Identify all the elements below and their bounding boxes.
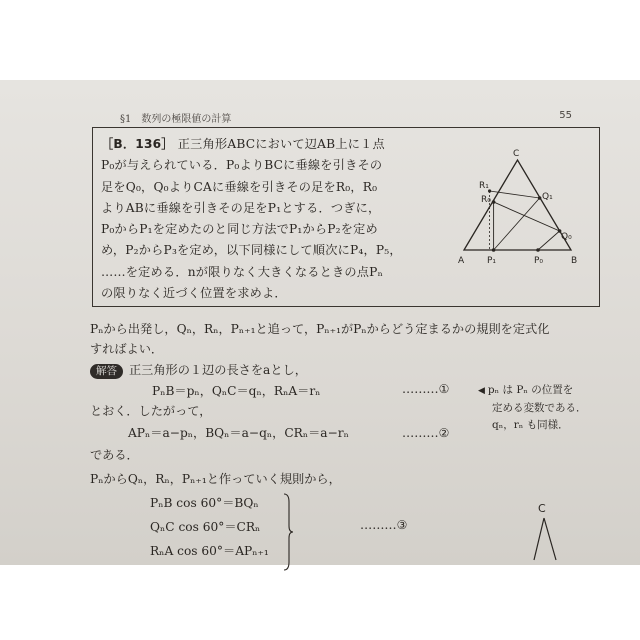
problem-box (92, 127, 600, 307)
label-q1: Q₁ (542, 192, 553, 202)
intro-line-1: Pₙから出発し，Qₙ，Rₙ，Pₙ₊₁と追って，Pₙ₊₁がPₙからどう定まるかの規則を定式化 (90, 322, 550, 336)
point-r0 (492, 200, 496, 204)
equation-1: PₙB＝pₙ，QₙC＝qₙ，RₙA＝rₙ (152, 384, 321, 398)
point-p1 (492, 248, 496, 252)
triangle-abc (464, 160, 571, 250)
next-figure-fragment (532, 500, 572, 570)
side-note-line: qₙ，rₙ も同様． (492, 419, 569, 431)
label-p0: P₀ (534, 256, 544, 266)
equation-3a: PₙB cos 60°＝BQₙ (150, 496, 259, 510)
perpendicular-path-0 (494, 202, 560, 250)
point-p0 (536, 248, 540, 252)
problem-tag: ［B．136］ (101, 137, 174, 151)
problem-line: 足をQ₀，Q₀よりCAに垂線を引きその足をR₀，R₀ (101, 179, 378, 194)
equation-3-number: ………③ (360, 518, 408, 532)
label-p1: P₁ (487, 256, 497, 266)
label-c-next: C (538, 502, 546, 515)
answer-badge: 解答 (90, 364, 123, 379)
problem-line: の限りなく近づく位置を求めよ． (101, 286, 287, 301)
triangle-figure (460, 146, 585, 264)
equation-3c: RₙA cos 60°＝APₙ₊₁ (150, 544, 269, 558)
point-q1 (538, 196, 542, 200)
problem-line: め，P₂からP₃を定め，以下同様にして順次にP₄，P₅， (101, 243, 402, 258)
label-r1: R₁ (479, 181, 489, 191)
problem-line: ……を定める．nが限りなく大きくなるときの点Pₙ (101, 264, 384, 279)
equation-2: APₙ＝a−pₙ，BQₙ＝a−qₙ，CRₙ＝a−rₙ (128, 426, 349, 440)
answer-text: 正三角形の１辺の長さをaとし， (129, 363, 307, 377)
label-c: C (513, 149, 520, 159)
label-b: B (571, 256, 578, 266)
side-note-line: pₙ は Pₙ の位置を (487, 384, 574, 396)
perpendicular-path-1 (490, 191, 540, 250)
section-header: §1 数列の極限値の計算 (120, 114, 232, 125)
side-note (478, 382, 587, 434)
book-page (0, 80, 640, 565)
answer-line (90, 361, 307, 379)
problem-line: P₀からP₁を定めたのと同じ方法でP₁からP₂を定め (101, 222, 378, 237)
problem-line: 正三角形ABCにおいて辺AB上に１点 (177, 137, 385, 151)
arrow-icon: ◀ (478, 386, 485, 396)
label-a: A (458, 256, 465, 266)
problem-line: P₀が与えられている．P₀よりBCに垂線を引きその (101, 158, 383, 173)
page-number: 55 (559, 110, 572, 121)
label-r0: R₀ (481, 195, 491, 205)
equation-3b: QₙC cos 60°＝CRₙ (150, 520, 261, 534)
intro-line-3: PₙからQₙ，Rₙ，Pₙ₊₁と作っていく規則から， (90, 472, 341, 486)
text-oku: とおく．したがって， (90, 404, 212, 418)
brace-icon (282, 492, 294, 572)
problem-text (101, 134, 461, 304)
label-q0: Q₀ (561, 232, 572, 242)
equation-2-number: ………② (402, 426, 450, 440)
problem-line: よりABに垂線を引きその足をP₁とする．つぎに， (101, 200, 381, 215)
intro-line-2: すればよい． (90, 342, 164, 356)
text-dearu: である． (90, 448, 139, 462)
side-note-line: 定める変数である． (492, 402, 587, 414)
equation-1-number: ………① (402, 382, 450, 396)
